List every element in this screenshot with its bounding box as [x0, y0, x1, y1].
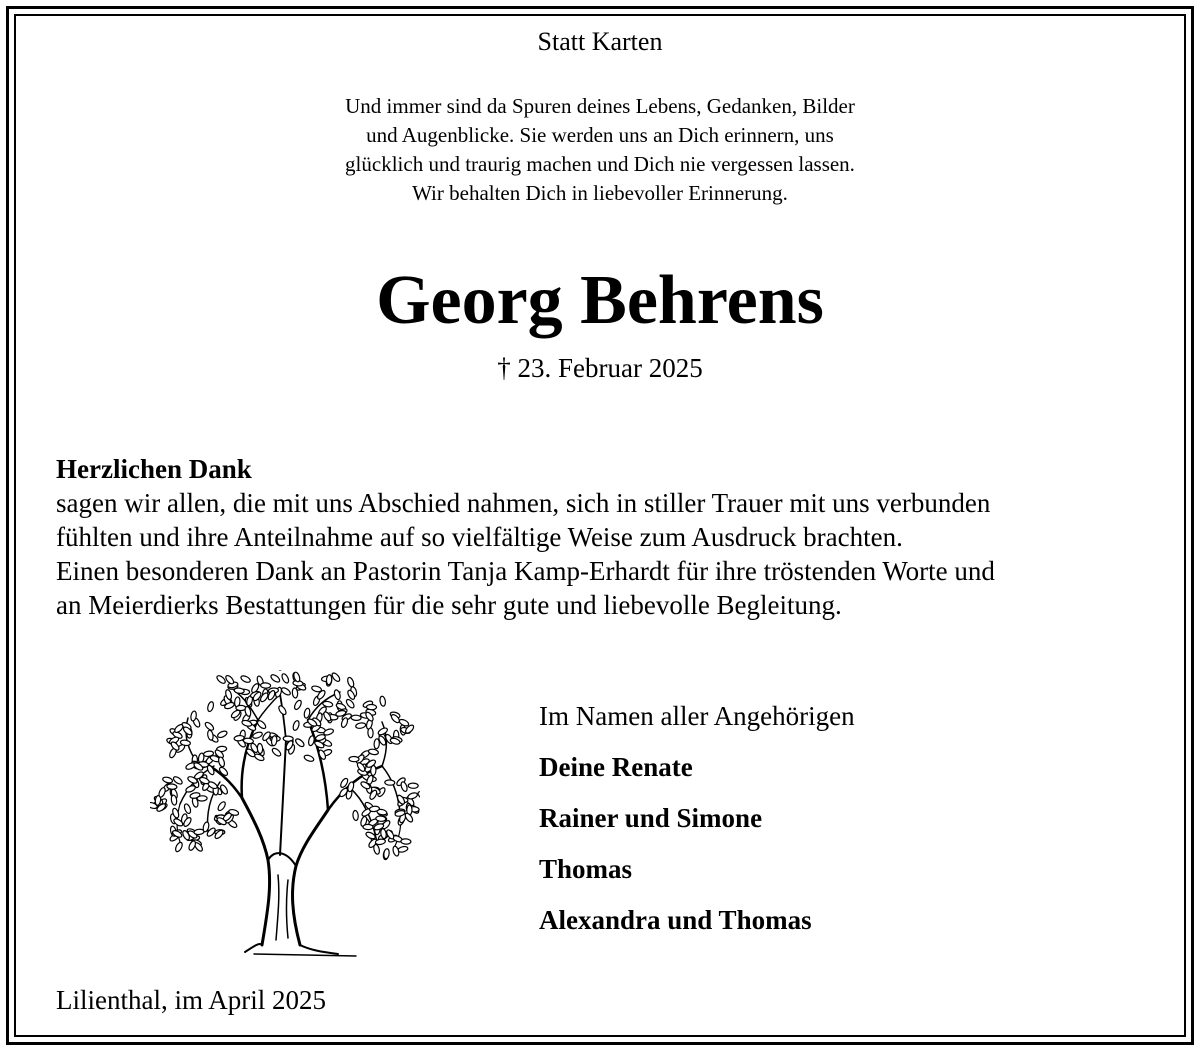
leaf-icon: [216, 674, 227, 684]
leaf-icon: [333, 689, 341, 700]
leaf-icon: [281, 673, 290, 684]
thanks-line: an Meierdierks Bestattungen für die sehr gute und liebevolle Begleitung.: [56, 590, 842, 620]
leaf-icon: [376, 816, 386, 822]
signature-name: Thomas: [539, 854, 633, 884]
leaf-icon: [240, 675, 251, 684]
leaf-icon: [257, 743, 263, 753]
poem-line: Und immer sind da Spuren deines Lebens, Gedanken, Bilder: [345, 94, 855, 118]
leaf-icon: [345, 698, 355, 709]
thanks-line: fühlten und ihre Anteilnahme auf so vielfältige Weise zum Ausdruck brachten.: [56, 522, 903, 552]
leaf-icon: [173, 723, 184, 734]
leaf-icon: [218, 756, 226, 767]
leaf-icon: [379, 696, 386, 707]
death-date: † 23. Februar 2025: [497, 353, 703, 383]
thanks-heading: Herzlichen Dank: [56, 454, 252, 484]
leaf-icon: [256, 719, 267, 730]
leaf-icon: [398, 718, 409, 727]
signatures: [539, 698, 855, 953]
leaf-icon: [352, 810, 358, 820]
leaf-icon: [224, 674, 235, 685]
leaf-icon: [234, 688, 245, 694]
leaf-icon: [366, 704, 376, 710]
leaf-icon: [407, 792, 418, 800]
leaf-icon: [349, 756, 359, 761]
leaf-icon: [346, 677, 354, 688]
leaf-icon: [383, 848, 390, 859]
leaf-icon: [277, 705, 287, 716]
poem-line: glücklich und traurig machen und Dich nie vergessen lassen.: [345, 152, 855, 176]
signature-name: Rainer und Simone: [539, 803, 763, 833]
leaf-icon: [158, 787, 167, 798]
poem: [0, 92, 1200, 208]
leaf-icon: [162, 776, 173, 784]
leaf-icon: [271, 747, 282, 757]
leaf-icon: [385, 829, 395, 840]
leaf-icon: [217, 801, 227, 812]
poem-line: Wir behalten Dich in liebevoller Erinnerung.: [412, 181, 788, 205]
leaf-icon: [293, 699, 302, 710]
leaf-icon: [369, 806, 380, 812]
leaf-icon: [183, 803, 192, 814]
thanks-section: [56, 452, 1166, 622]
leaf-icon: [217, 730, 228, 739]
leaf-icon: [370, 765, 376, 775]
tree-icon: [150, 670, 420, 960]
leaf-icon: [207, 730, 214, 741]
leaf-icon: [234, 735, 244, 741]
leaf-icon: [218, 766, 229, 777]
leaf-icon: [294, 737, 305, 747]
leaf-icon: [401, 839, 411, 845]
poem-line: und Augenblicke. Sie werden uns an Dich erinnern, uns: [366, 123, 834, 147]
thanks-line: Einen besonderen Dank an Pastorin Tanja Kamp-Erhardt für ihre tröstenden Worte und: [56, 556, 995, 586]
signatures-intro: Im Namen aller Angehörigen: [539, 701, 855, 731]
leaf-icon: [167, 784, 177, 790]
leaf-icon: [199, 776, 210, 785]
place-date: Lilienthal, im April 2025: [56, 985, 326, 1015]
leaf-icon: [326, 674, 332, 684]
header-statt-karten: Statt Karten: [537, 27, 663, 56]
leaf-icon: [311, 685, 322, 693]
leaf-icon: [308, 735, 315, 746]
signature-name: Deine Renate: [539, 752, 693, 782]
leaf-icon: [260, 683, 270, 689]
leaf-icon: [392, 846, 400, 857]
thanks-line: sagen wir allen, die mit uns Abschied nahmen, sich in stiller Trauer mit uns verbunden: [56, 488, 991, 518]
leaf-icon: [385, 780, 395, 786]
leaf-icon: [351, 715, 361, 721]
leaf-icon: [292, 720, 300, 731]
leaf-icon: [188, 840, 197, 851]
leaf-icon: [197, 796, 207, 802]
leaf-icon: [408, 783, 418, 788]
leaf-icon: [303, 754, 314, 762]
leaf-icon: [363, 824, 373, 829]
leaf-icon: [355, 722, 366, 729]
signature-name: Alexandra und Thomas: [539, 905, 812, 935]
leaf-icon: [292, 688, 298, 698]
leaf-icon: [400, 781, 408, 792]
leaf-icon: [270, 673, 281, 683]
deceased-name: Georg Behrens: [376, 262, 824, 339]
leaf-icon: [207, 701, 215, 712]
leaf-icon: [174, 841, 183, 852]
